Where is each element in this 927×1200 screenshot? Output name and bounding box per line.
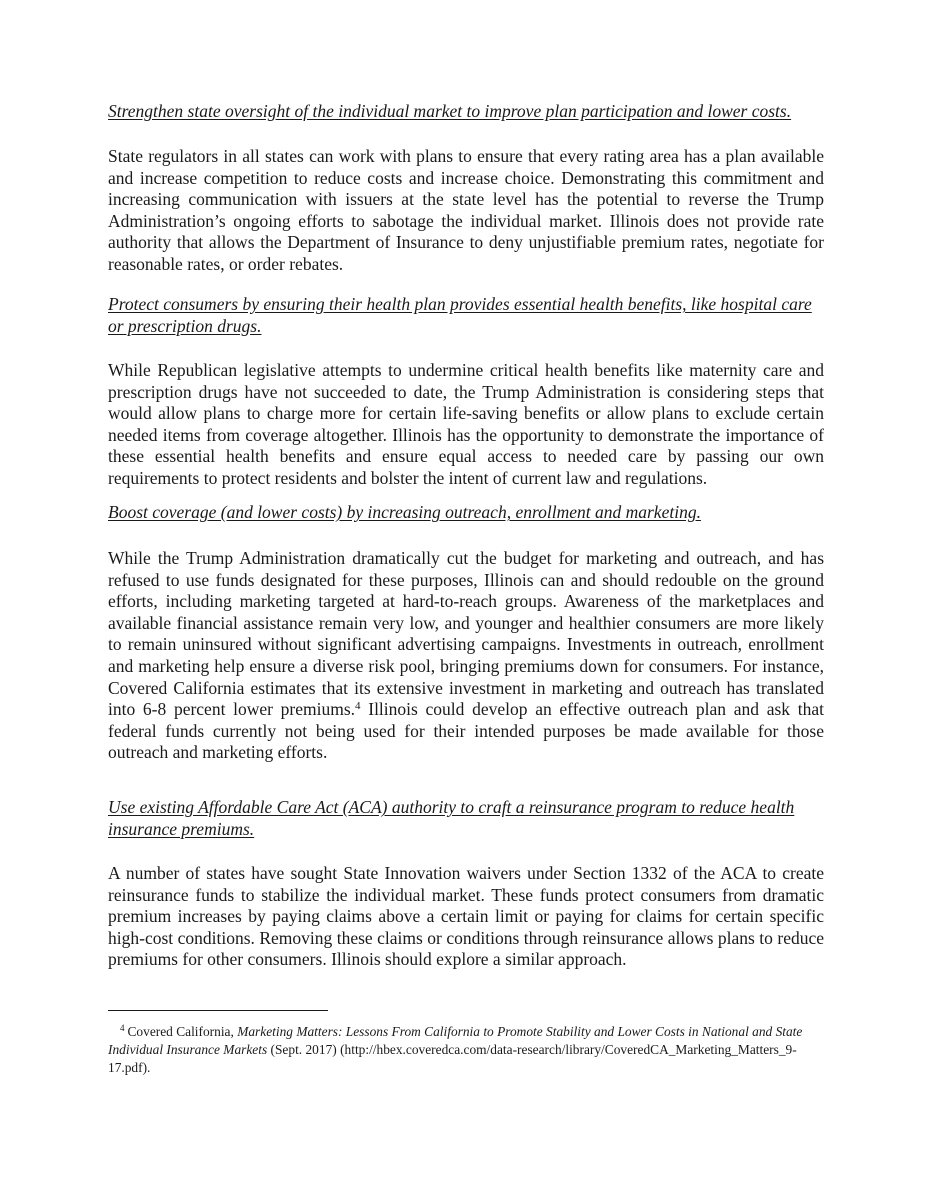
outreach-body-part-2: Illinois could develop an effective outreach plan and ask that federal funds currently not being used for their intended purposes be made available for those outreach and marketing efforts. [108,699,824,763]
section-body-outreach [108,548,824,764]
section-body-state-oversight: State regulators in all states can work with plans to ensure that every rating area has a plan available and increase competition to reduce costs and increase choice. Demonstrating this commitment and increasing communication with issuers at the state level has the potential to reverse the Trump Administration’s ongoing efforts to sabotage the individual market. Illinois does not provide rate authority that allows the Department of Insurance to deny unjustifiable premium rates, negotiate for reasonable rates, or order rebates. [108,146,824,274]
section-body-essential-benefits: While Republican legislative attempts to undermine critical health benefits like maternity care and prescription drugs have not succeeded to date, the Trump Administration is considering steps that would allow plans to charge more for certain life-saving benefits or allow plans to exclude certain needed items from coverage altogether. Illinois has the opportunity to demonstrate the importance of these essential health benefits and ensure equal access to needed care by passing our own requirements to protect residents and bolster the intent of current law and regulations. [108,360,824,488]
footnote-title: Marketing Matters: Lessons From California to Promote Stability and Lower Costs in National and State Individual Insurance Markets [108,1024,803,1057]
section-heading-reinsurance: Use existing Affordable Care Act (ACA) authority to craft a reinsurance program to reduce health insurance premiums. [108,797,795,839]
section-heading-state-oversight: Strengthen state oversight of the individual market to improve plan participation and lower costs. [108,101,792,121]
footnote-reference: 4 [355,700,361,713]
outreach-body-part-1: While the Trump Administration dramatically cut the budget for marketing and outreach, and has refused to use funds designated for these purposes, Illinois can and should redouble on the ground efforts, including marketing targeted at hard-to-reach groups. Awareness of the marketplaces and available financial assistance remain very low, and younger and healthier consumers are more likely to remain uninsured without significant advertising campaigns. Investments in outreach, enrollment and marketing help ensure a diverse risk pool, bringing premiums down for consumers. For instance, Covered California estimates that its extensive investment in marketing and outreach has translated into 6-8 percent lower premiums. [108,548,824,720]
section-heading-outreach: Boost coverage (and lower costs) by increasing outreach, enrollment and marketing. [108,502,701,522]
section-body-reinsurance: A number of states have sought State Innovation waivers under Section 1332 of the ACA to create reinsurance funds to stabilize the individual market. These funds protect consumers from dramatic premium increases by paying claims above a certain limit or paying for claims for certain specific high-cost conditions. Removing these claims or conditions through reinsurance allows plans to reduce premiums for other consumers. Illinois should explore a similar approach. [108,863,824,970]
footnote-number: 4 [120,1023,125,1033]
footnote-details: (Sept. 2017) (http://hbex.coveredca.com/data-research/library/CoveredCA_Marketing_Matters_9-17.pdf). [108,1042,797,1075]
footnote-divider [108,1010,328,1011]
footnote-source: Covered California, [127,1024,238,1039]
footnote [108,1019,808,1077]
section-heading-essential-benefits: Protect consumers by ensuring their health plan provides essential health benefits, like hospital care or prescription drugs. [108,294,812,336]
